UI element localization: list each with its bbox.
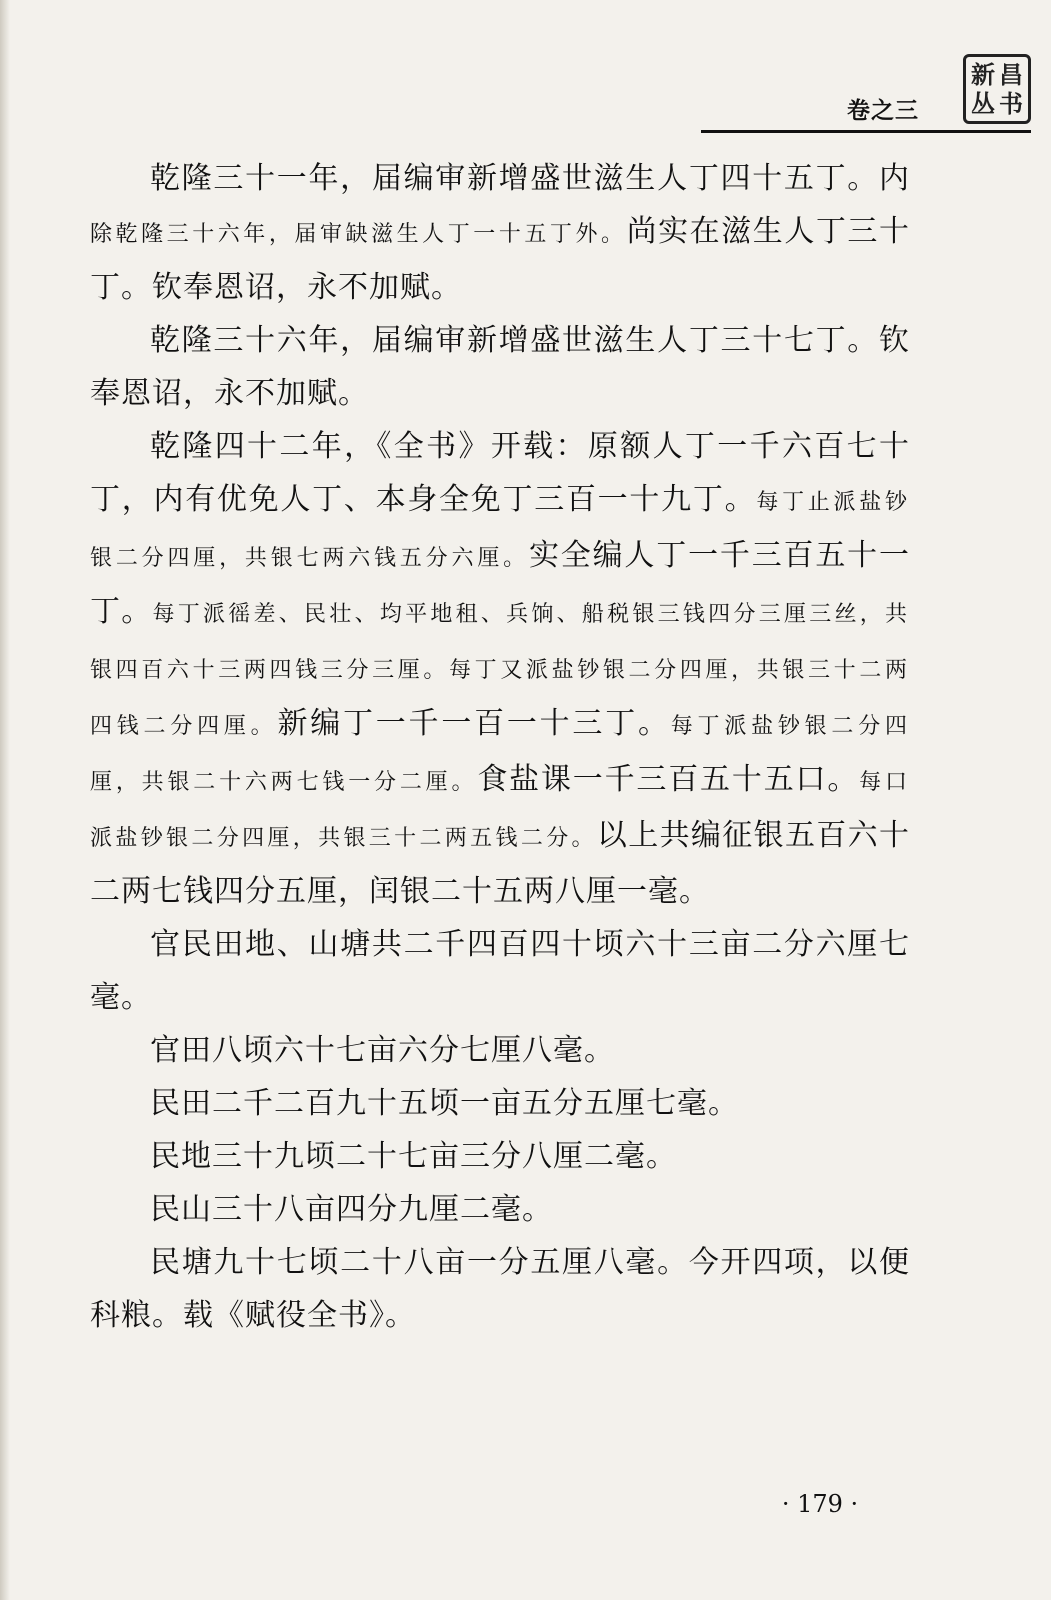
text-main: 官田八顷六十七亩六分七厘八毫。 bbox=[150, 1033, 615, 1068]
seal-char: 新 bbox=[971, 59, 995, 89]
paragraph bbox=[90, 152, 910, 314]
paragraph bbox=[90, 1024, 910, 1077]
seal-char: 丛 bbox=[971, 88, 995, 118]
paragraph bbox=[90, 918, 910, 1024]
paragraph bbox=[90, 420, 910, 918]
seal-char: 书 bbox=[999, 88, 1023, 118]
text-main: 民田二千二百九十五顷一亩五分五厘七毫。 bbox=[150, 1086, 739, 1121]
seal-char: 昌 bbox=[999, 59, 1023, 89]
text-main: 以上共编征银五百六十二两七钱四分五厘，闰银二十五两八厘一毫。 bbox=[90, 818, 910, 909]
body-text bbox=[90, 152, 910, 1342]
text-main: 官民田地、山塘共二千四百四十顷六十三亩二分六厘七毫。 bbox=[90, 927, 910, 1015]
text-main: 乾隆四十二年，《全书》开载：原额人丁一千六百七十丁，内有优免人丁、本身全免丁三百一十九丁。 bbox=[90, 429, 910, 517]
binding-shadow bbox=[0, 0, 10, 1600]
text-main: 乾隆三十六年，届编审新增盛世滋生人丁三十七丁。钦奉恩诏，永不加赋。 bbox=[90, 323, 910, 411]
text-main: 乾隆三十一年，届编审新增盛世滋生人丁四十五丁。 bbox=[150, 161, 879, 196]
text-annotation: 每丁派盐钞银二分四厘，共银二十六两七钱一分二厘。 bbox=[90, 714, 910, 795]
text-main: 实全编人丁一千三百五十一丁。 bbox=[90, 538, 910, 629]
text-main: 食盐课一千三百五十五口。 bbox=[477, 762, 860, 797]
paragraph bbox=[90, 1236, 910, 1342]
text-annotation: 每口派盐钞银二分四厘，共银三十二两五钱二分。 bbox=[90, 770, 910, 851]
page-number: · 179 · bbox=[781, 1490, 859, 1518]
paragraph bbox=[90, 1130, 910, 1183]
header-rule bbox=[701, 130, 1031, 133]
paragraph bbox=[90, 1183, 910, 1236]
paragraph bbox=[90, 314, 910, 420]
series-seal-logo bbox=[963, 54, 1031, 124]
text-annotation: 每丁止派盐钞银二分四厘，共银七两六钱五分六厘。 bbox=[90, 490, 910, 571]
text-main: 尚实在滋生人丁三十丁。钦奉恩诏，永不加赋。 bbox=[90, 214, 910, 305]
paragraph bbox=[90, 1077, 910, 1130]
running-header bbox=[701, 48, 1031, 138]
text-main: 民山三十八亩四分九厘二毫。 bbox=[150, 1192, 553, 1227]
text-main: 民塘九十七顷二十八亩一分五厘八毫。今开四项，以便科粮。载《赋役全书》。 bbox=[90, 1245, 910, 1333]
text-main: 内 bbox=[879, 161, 910, 196]
text-annotation: 每丁派徭差、民壮、均平地租、兵饷、船税银三钱四分三厘三丝，共银四百六十三两四钱三分三厘。每丁又派盐钞银二分四厘，共银三十二两四钱二分四厘。 bbox=[90, 602, 910, 739]
text-main: 新编丁一千一百一十三丁。 bbox=[277, 706, 671, 741]
section-title: 卷之三 bbox=[847, 98, 919, 124]
text-main: 民地三十九顷二十七亩三分八厘二毫。 bbox=[150, 1139, 677, 1174]
text-annotation: 除乾隆三十六年，届审缺滋生人丁一十五丁外。 bbox=[90, 222, 627, 247]
